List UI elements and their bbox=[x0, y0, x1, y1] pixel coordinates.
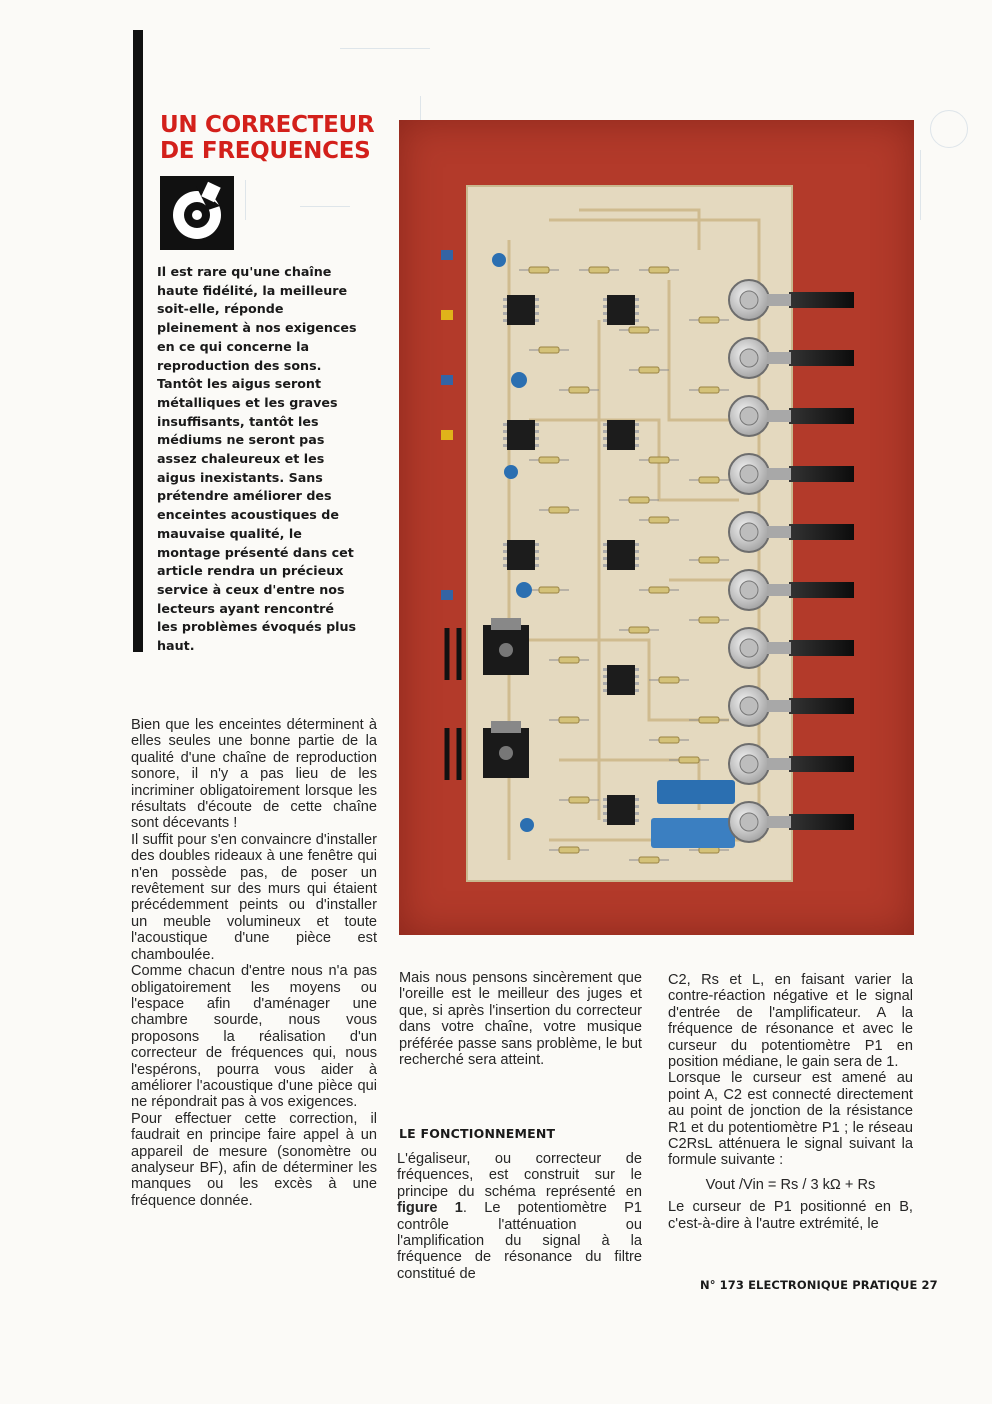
pcb-photo bbox=[399, 120, 914, 935]
column-1 bbox=[131, 717, 377, 1209]
col2-p2-text-b: . Le potentiomètre P1 contrôle l'atténuation ou l'amplification du signal à la fréquence de résonance du filtre constitué de bbox=[397, 1200, 642, 1282]
figure-reference: figure 1 bbox=[397, 1200, 463, 1217]
col1-paragraph-3: Comme chacun d'entre nous n'a pas obligatoirement les moyens ou l'espace afin d'aménager une chambre sourde, nous vous proposons la réalisation d'un correcteur de fréquences qui, nous l'espérons, pourra vous aider à améliorer l'acoustique d'une pièce qui ne répondrait pas à vos exigences. bbox=[131, 963, 377, 1111]
col2-p2-text-a: L'égaliseur, ou correcteur de fréquences, est construit sur le principe du schéma représenté en bbox=[397, 1151, 642, 1200]
col1-paragraph-1: Bien que les enceintes déterminent à elles seules une bonne partie de la qualité d'une chaîne de reproduction sonore, il n'y a pas lieu de les incriminer obligatoirement lorsque les résultats d'écoute de cette chaîne sont décevants ! bbox=[131, 717, 377, 832]
ic-chip-icon bbox=[503, 295, 539, 325]
formula: Vout /Vin = Rs / 3 kΩ + Rs bbox=[705, 1176, 876, 1193]
ic-chip-icon bbox=[603, 295, 639, 325]
col2-paragraph-1: Mais nous pensons sincèrement que l'oreille est le meilleur des juges et que, si après l'insertion du correcteur dans votre chaîne, votre musique préférée passe sans problème, le but recherché sera atteint. bbox=[399, 970, 642, 1069]
ic-chip-icon bbox=[603, 795, 639, 825]
title-line-2: DE FREQUENCES bbox=[160, 138, 371, 164]
lead-paragraph: Il est rare qu'une chaîne haute fidélité, la meilleure soit-elle, réponde pleinement à nos exigences en ce qui concerne la reproduction des sons. Tantôt les aigus seront métalliques et les graves insuffisants, tantôt les médiums ne seront pas assez chaleureux et les aigus inexistants. Sans prétendre améliorer des enceintes acoustiques de mauvaise qualité, le montage présenté dans cet article rendra un précieux service à ceux d'entre nos lecteurs ayant rencontré les problèmes évoqués plus haut. bbox=[157, 264, 357, 654]
ic-chip-icon bbox=[603, 420, 639, 450]
col1-paragraph-4: Pour effectuer cette correction, il faudrait en principe faire appel à un appareil de mesure (sonomètre ou analyseur BF), afin de déterminer les manques ou les excès à une fréquence donnée. bbox=[131, 1110, 377, 1209]
title-line-1: UN CORRECTEUR bbox=[160, 112, 375, 138]
page-footer: N° 173 ELECTRONIQUE PRATIQUE 27 bbox=[700, 1278, 938, 1292]
col3-paragraph-3: Le curseur de P1 positionné en B, c'est-à-dire à l'autre extrémité, le bbox=[668, 1199, 913, 1232]
ic-chip-icon bbox=[603, 665, 639, 695]
ic-chip-icon bbox=[503, 540, 539, 570]
ic-chip-icon bbox=[603, 540, 639, 570]
rubric-logo-icon bbox=[160, 176, 234, 250]
col3-paragraph-2: Lorsque le curseur est amené au point A, C2 est connecté directement au point de jonction de la résistance R1 et du potentiomètre P1 ; le réseau C2RsL atténuera le signal suivant la formule suivante : bbox=[668, 1070, 913, 1169]
column-2-top bbox=[399, 970, 642, 1068]
accent-bar bbox=[133, 30, 143, 652]
article-title bbox=[160, 112, 374, 164]
section-heading: LE FONCTIONNEMENT bbox=[399, 1126, 556, 1141]
col1-paragraph-2: Il suffit pour s'en convaincre d'installer des doubles rideaux à une fenêtre qui n'en possède pas, de poser un revêtement sur des murs qui étaient précédemment peints ou d'installer un meuble volumineux et toute l'acoustique d'une pièce est chamboulée. bbox=[131, 831, 377, 963]
col2-paragraph-2 bbox=[397, 1151, 642, 1282]
column-2-bottom bbox=[397, 1151, 642, 1282]
pcb-board-illustration bbox=[399, 120, 914, 935]
column-3 bbox=[668, 972, 913, 1232]
col3-paragraph-1: C2, Rs et L, en faisant varier la contre-réaction négative et le signal d'entrée de l'amplificateur. A la fréquence de résonance et avec le curseur du potentiomètre P1 en position médiane, le gain sera de 1. bbox=[668, 972, 913, 1071]
ic-chip-icon bbox=[503, 420, 539, 450]
